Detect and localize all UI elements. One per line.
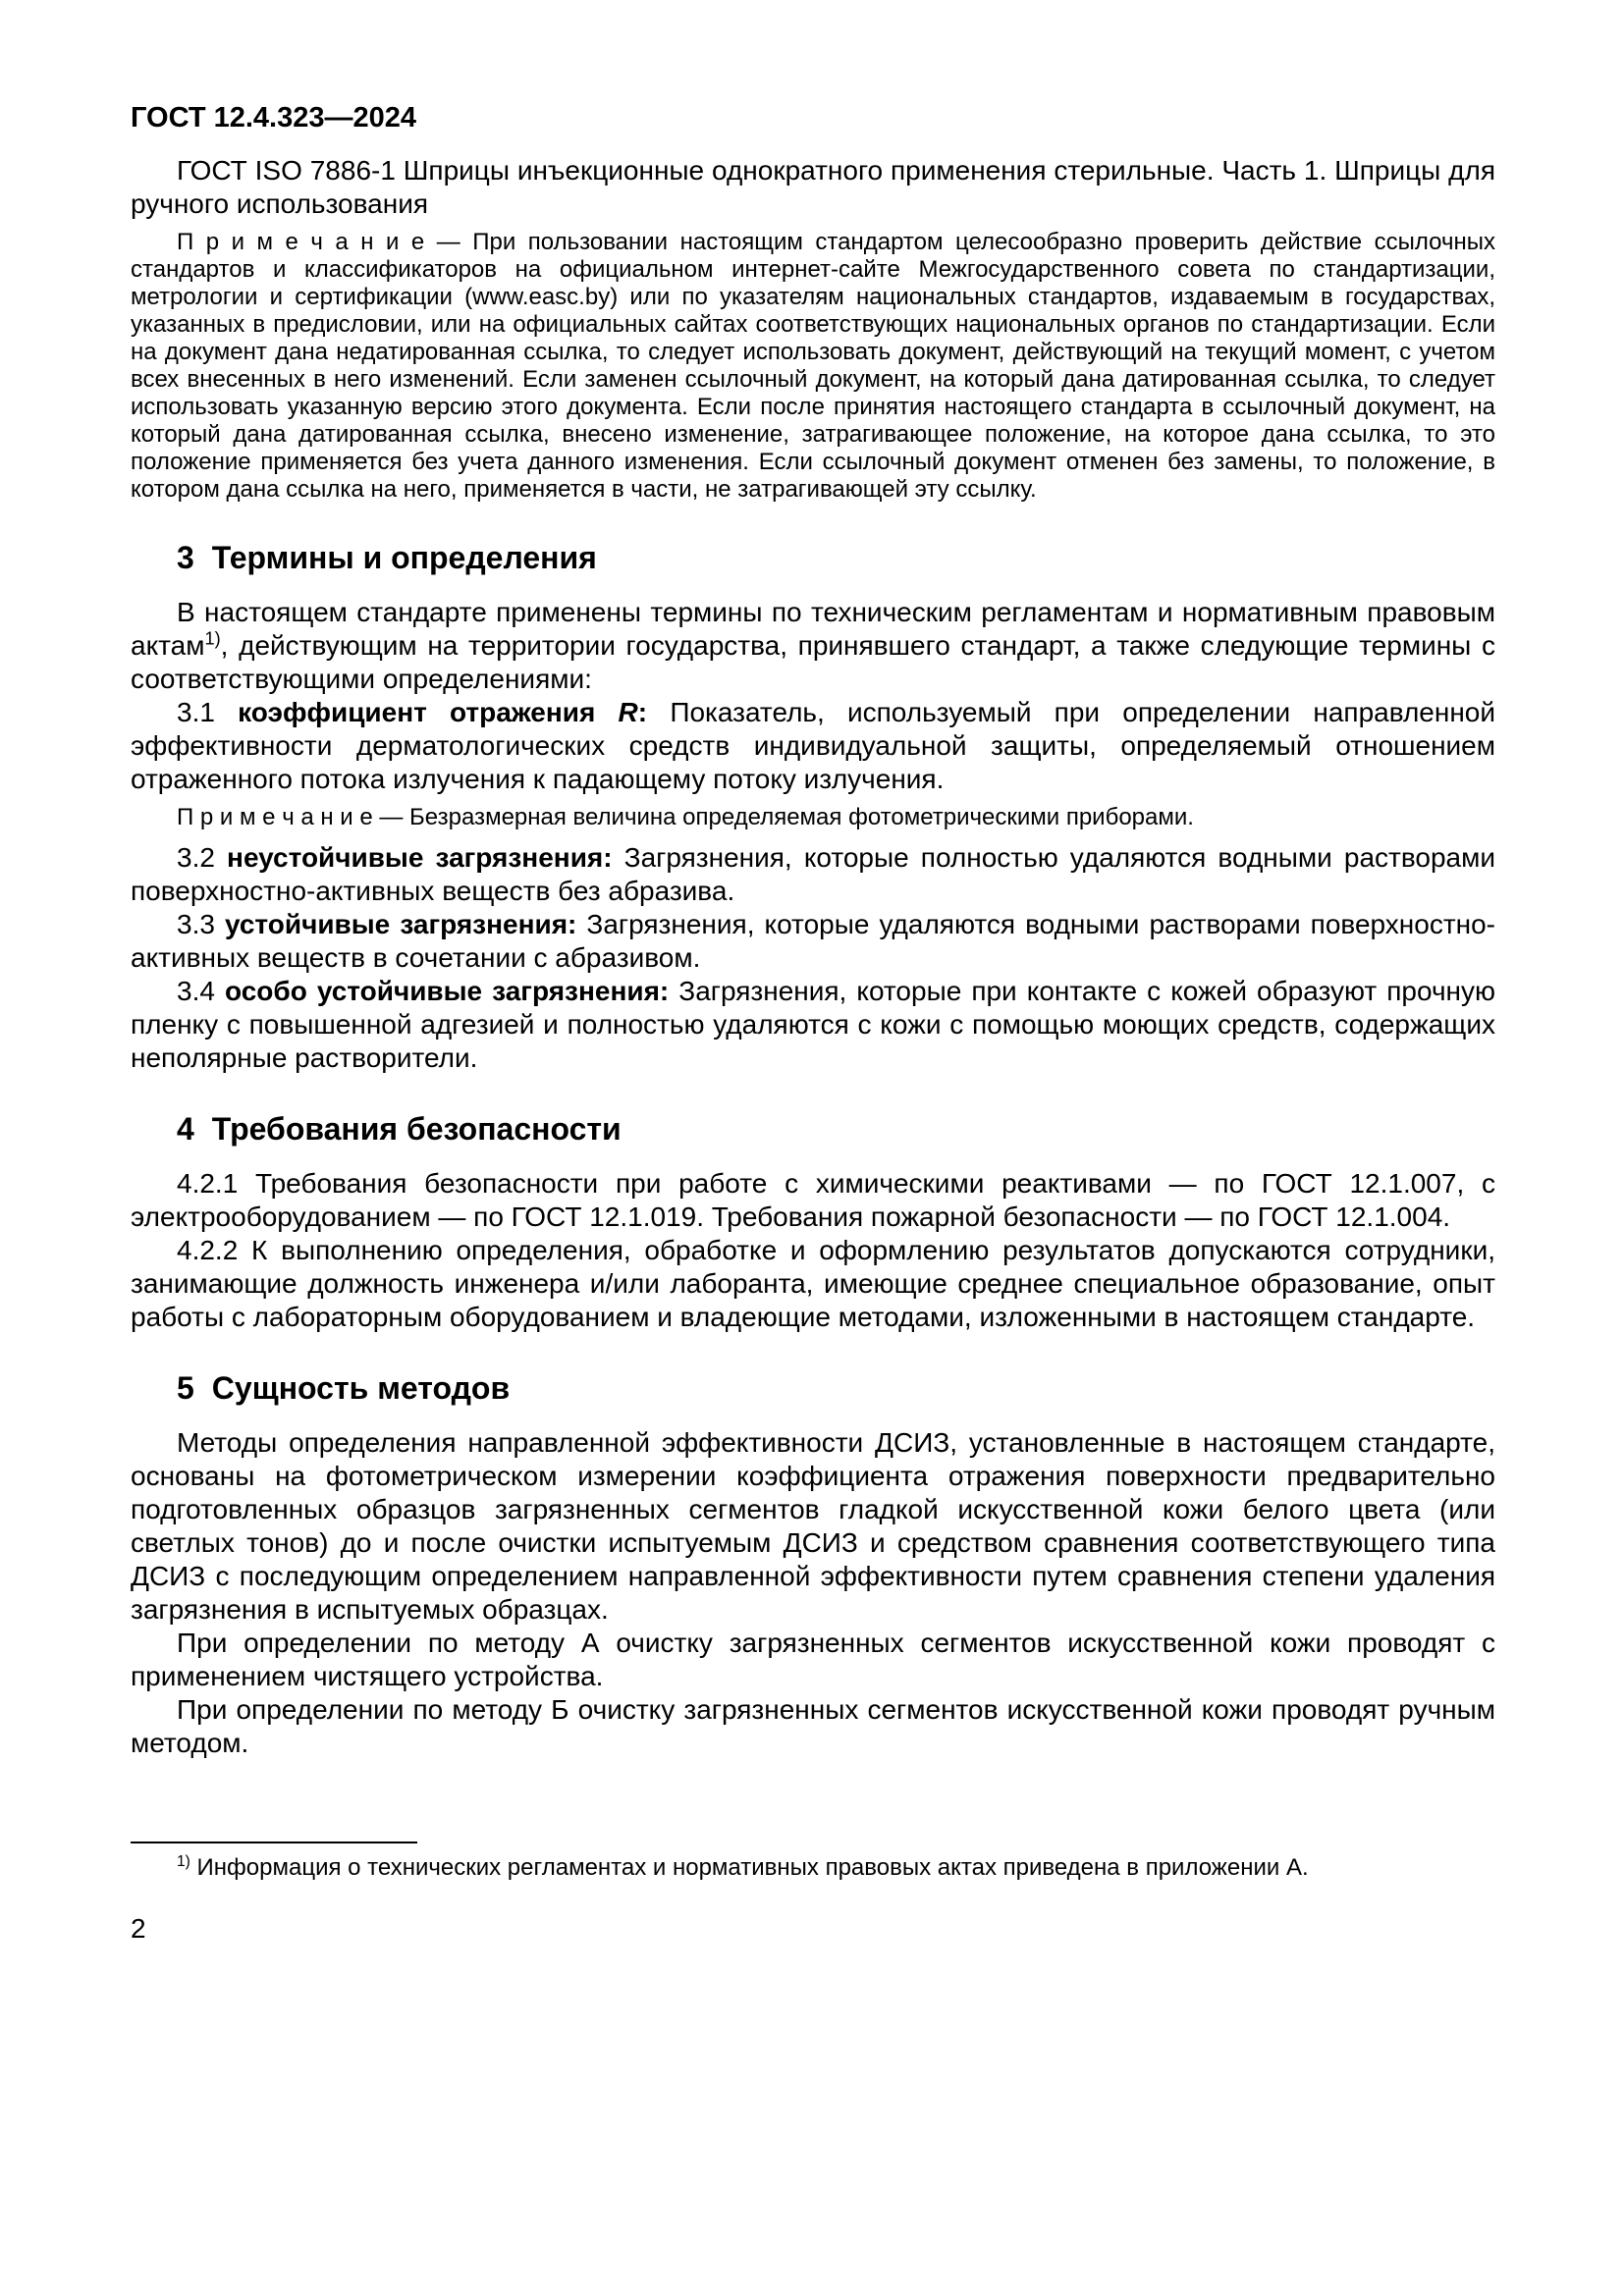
section-4-title: Требования безопасности (211, 1111, 622, 1147)
term-3-3-name: устойчивые загрязнения: (224, 909, 577, 939)
paragraph-4-2-2: 4.2.2 К выполнению определения, обработке и оформлению результатов допускаются сотрудники, занимающие должность инженера и/или лаборанта, имеющие среднее специальное образование, опыт работы с лабораторным оборудованием и владеющие методами, изложенными в настоящем стандарте. (131, 1235, 1495, 1332)
term-3-3-number: 3.3 (177, 909, 225, 939)
term-3-3 (131, 908, 1495, 975)
paragraph-terms-intro (131, 596, 1495, 696)
section-3-number: 3 (177, 540, 194, 575)
term-3-4-number: 3.4 (177, 976, 225, 1006)
running-header: ГОСТ 12.4.323—2024 (131, 102, 417, 133)
term-3-1-colon: : (637, 697, 648, 727)
paragraph-4-2-1: 4.2.1 Требования безопасности при работе с химическими реактивами — по ГОСТ 12.1.007, с электрооборудованием — по ГОСТ 12.1.019. Требования пожарной безопасности — по ГОСТ 12.1.004. (131, 1168, 1495, 1232)
term-3-4-definition: Загрязнения, которые при контакте с кожей образуют прочную пленку с повышенной адгезией и полностью удаляются с кожи с помощью моющих средств, содержащих неполярные растворители. (131, 976, 1495, 1073)
term-3-1-name-text: коэффициент отражения (238, 697, 619, 727)
note-term-3-1: П р и м е ч а н и е — Безразмерная величина определяемая фотометрическими приборами. (177, 804, 1194, 830)
footnote-text (131, 1853, 1495, 1883)
term-3-1-symbol: R (618, 697, 638, 727)
footnote-marker: 1) (204, 628, 221, 649)
term-3-3-definition: Загрязнения, которые удаляются водными растворами поверхностно-активных веществ в сочетании с абразивом. (131, 909, 1495, 973)
term-3-2 (131, 841, 1495, 908)
footnote-body: Информация о технических регламентах и нормативных правовых актах приведена в приложении А. (189, 1854, 1309, 1881)
term-3-2-number: 3.2 (177, 842, 228, 873)
section-heading-4 (131, 1110, 1495, 1148)
page-number: 2 (131, 1913, 146, 1944)
term-3-4-name: особо устойчивые загрязнения: (224, 976, 670, 1006)
section-heading-3 (131, 539, 1495, 576)
term-3-4 (131, 975, 1495, 1075)
term-3-1 (131, 696, 1495, 796)
paragraph-reference-syringes: ГОСТ ISO 7886-1 Шприцы инъекционные однократного применения стерильные. Часть 1. Шприцы для ручного использования (131, 155, 1495, 219)
section-5-number: 5 (177, 1370, 194, 1406)
footnote-marker-1: 1) (177, 1853, 190, 1870)
terms-intro-text-1: В настоящем стандарте применены термины по техническим регламентам и нормативным правовым актам (131, 597, 1495, 661)
section-5-title: Сущность методов (211, 1370, 511, 1406)
footnote-separator (131, 1842, 417, 1843)
section-3-title: Термины и определения (211, 540, 597, 575)
note-references: П р и м е ч а н и е — При пользовании настоящим стандартом целесообразно проверить действие ссылочных стандартов и классификаторов на официальном интернет-сайте Межгосударственного совета по стандартизации, метрологии и сертификации (www.easc.by) или по указателям национальных стандартов, издаваемым в государствах, указанных в предисловии, или на официальных сайтах соответствующих национальных органов по стандартизации. Если на документ дана недатированная ссылка, то следует использовать документ, действующий на текущий момент, с учетом всех внесенных в него изменений. Если заменен ссылочный документ, на который дана датированная ссылка, то следует использовать указанную версию этого документа. Если после принятия настоящего стандарта в ссылочный документ, на который дана датированная ссылка, внесено изменение, затрагивающее положение, на которое дана ссылка, то это положение применяется без учета данного изменения. Если ссылочный документ отменен без замены, то положение, в котором дана ссылка на него, применяется в части, не затрагивающей эту ссылку. (131, 229, 1495, 503)
section-4-number: 4 (177, 1111, 194, 1147)
term-3-1-name (238, 697, 647, 727)
section-heading-5 (131, 1369, 1495, 1407)
footnote-area (131, 1842, 1495, 1883)
term-3-1-number: 3.1 (177, 697, 239, 727)
term-3-2-name: неустойчивые загрязнения: (227, 842, 613, 873)
term-3-1-definition: Показатель, используемый при определении направленной эффективности дерматологических средств индивидуальной защиты, определяемый отношением отраженного потока излучения к падающему потоку излучения. (131, 697, 1495, 794)
paragraph-5-method-b: При определении по методу Б очистку загрязненных сегментов искусственной кожи проводят ручным методом. (131, 1694, 1495, 1758)
term-3-2-definition: Загрязнения, которые полностью удаляются водными растворами поверхностно-активных веществ без абразива. (131, 842, 1496, 906)
paragraph-5-intro: Методы определения направленной эффективности ДСИЗ, установленные в настоящем стандарте, основаны на фотометрическом измерении коэффициента отражения поверхности предварительно подготовленных образцов загрязненных сегментов гладкой искусственной кожи белого цвета (или светлых тонов) до и после очистки испытуемым ДСИЗ и средством сравнения соответствующего типа ДСИЗ с последующим определением направленной эффективности путем сравнения степени удаления загрязнения в испытуемых образцах. (131, 1427, 1495, 1625)
paragraph-5-method-a: При определении по методу А очистку загрязненных сегментов искусственной кожи проводят с применением чистящего устройства. (131, 1628, 1495, 1691)
page-content (131, 101, 1495, 1760)
terms-intro-text-2: , действующим на территории государства, принявшего стандарт, а также следующие термины с соответствующими определениями: (131, 630, 1495, 694)
